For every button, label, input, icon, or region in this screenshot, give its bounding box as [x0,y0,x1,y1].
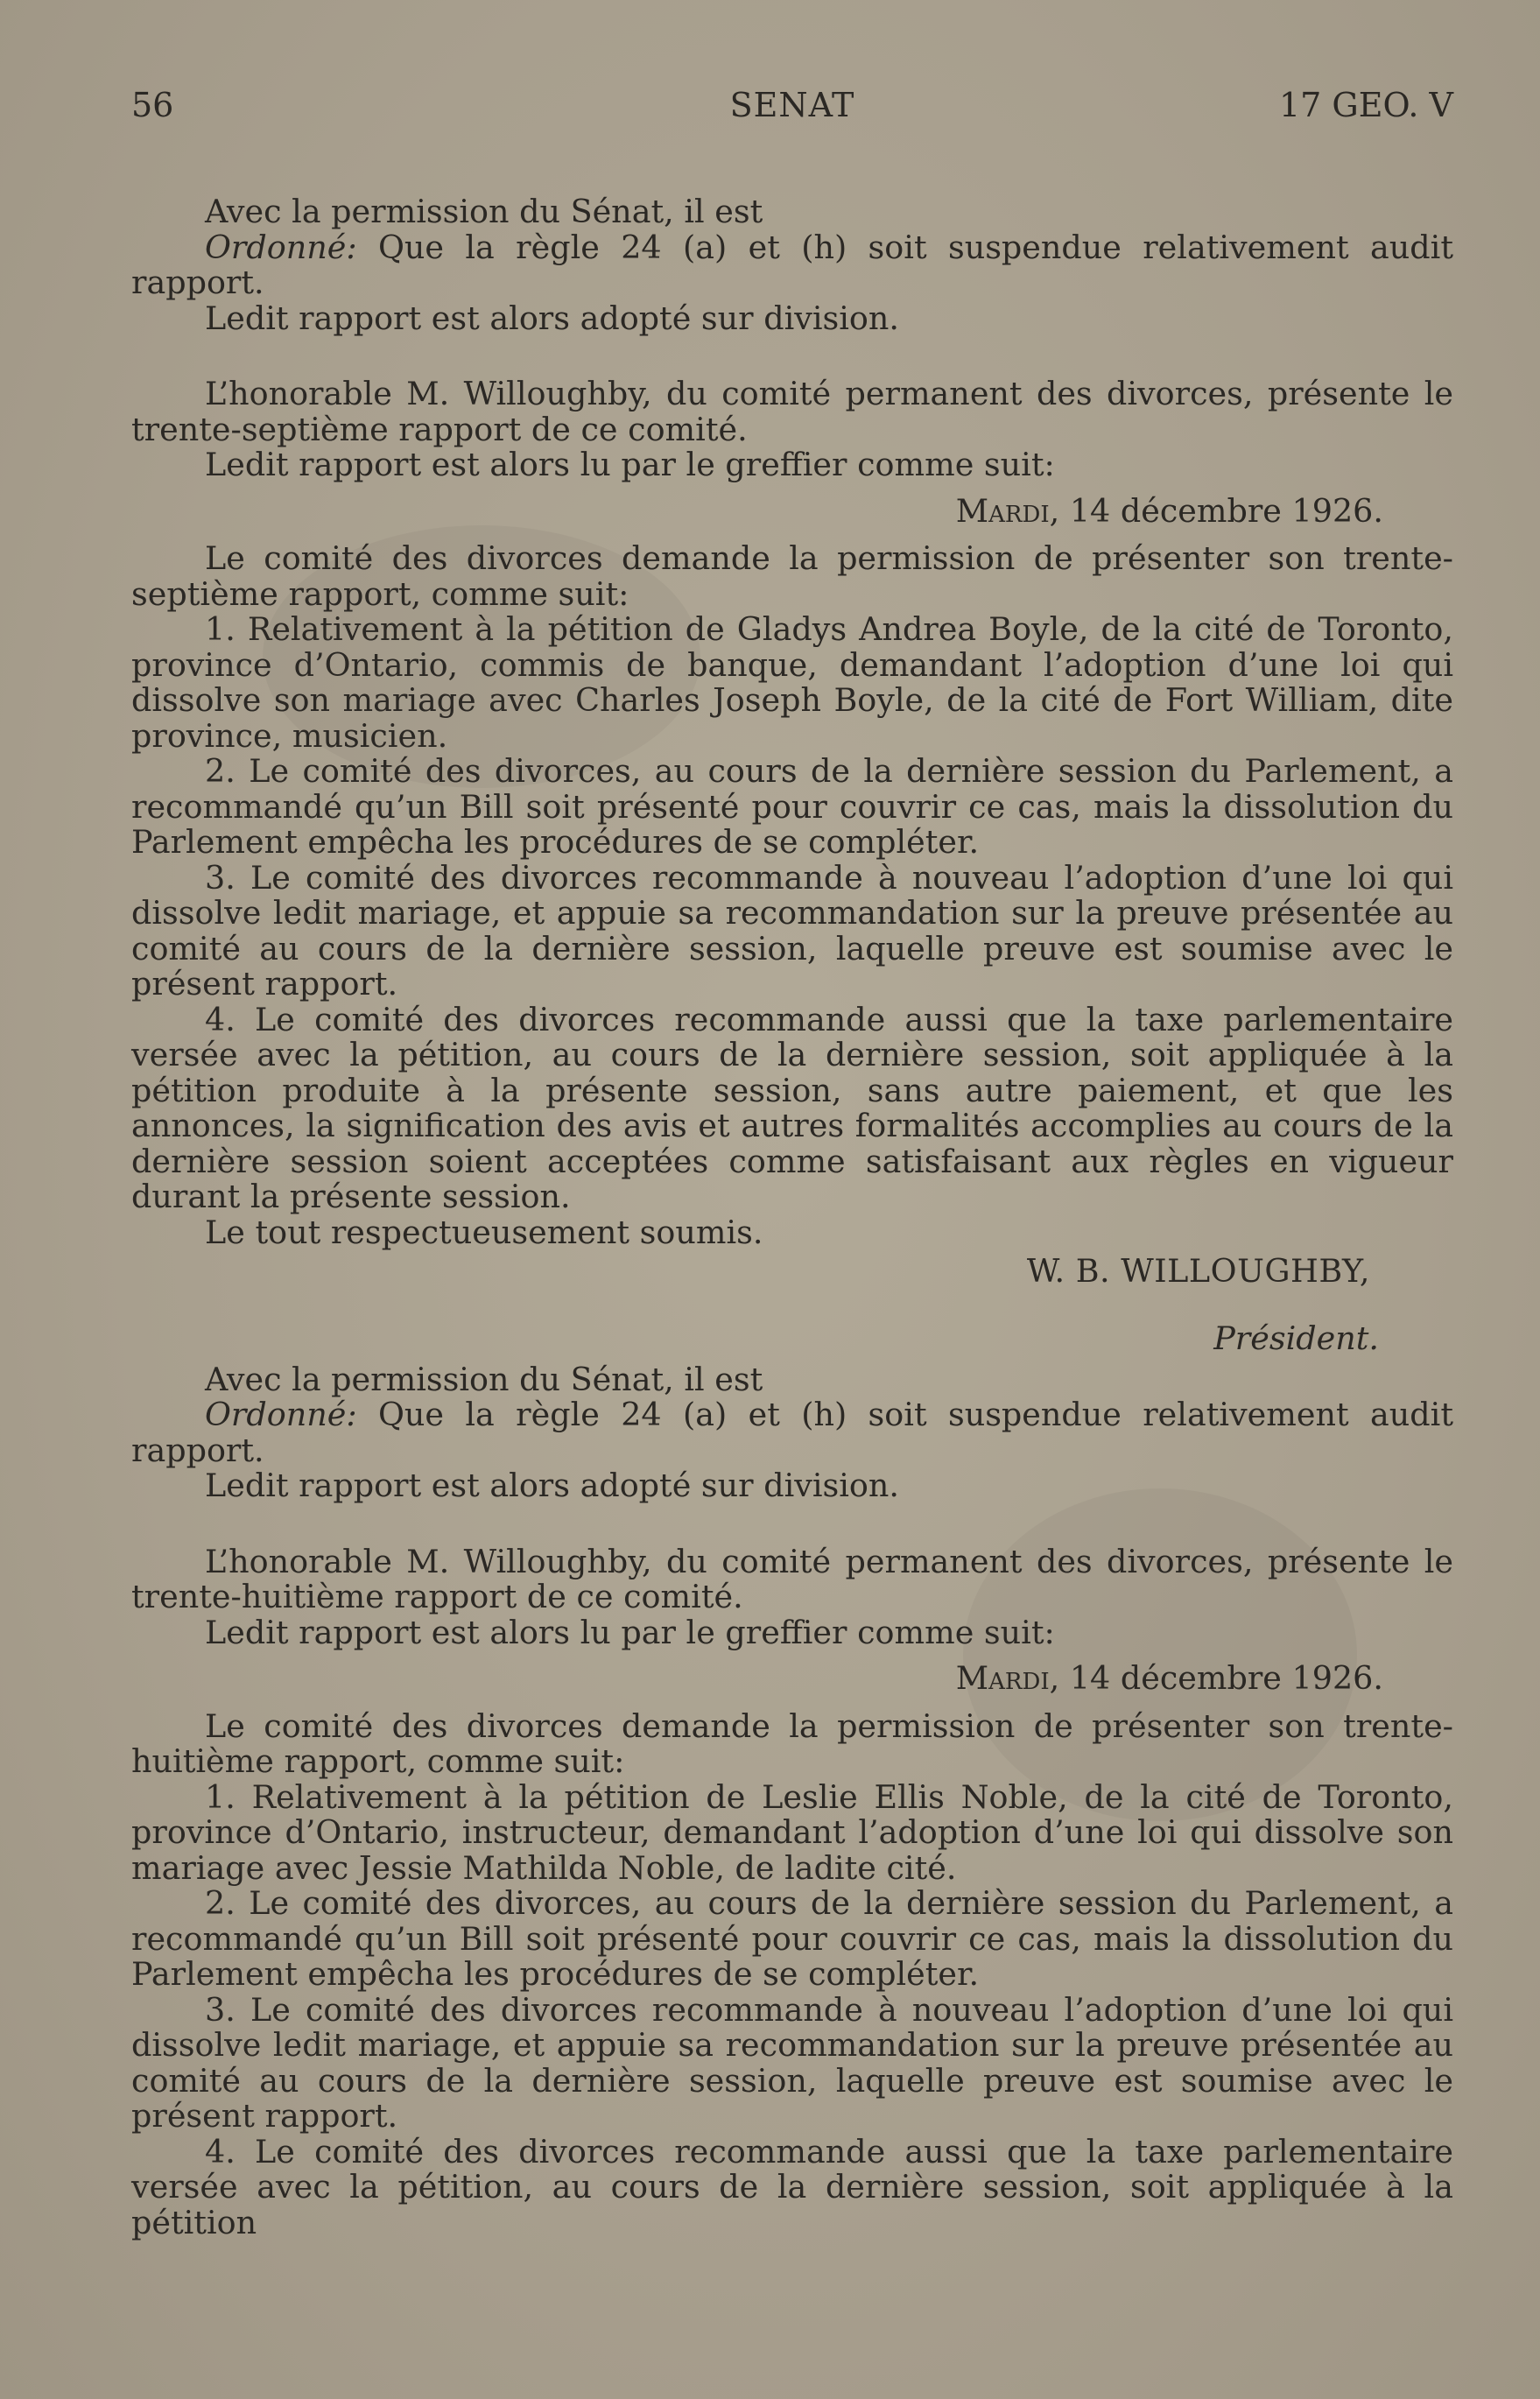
paragraph [131,1397,1453,1468]
report-date-day: Mardi, [955,1659,1060,1697]
paragraph: Ledit rapport est alors adopté sur division. [205,299,900,337]
paragraph [131,230,1453,301]
page-header [131,86,1453,130]
paragraph: Le tout respectueusement soumis. [205,1213,763,1251]
report-date-day: Mardi, [955,491,1060,530]
session-label: 17 GEO. V [1278,86,1453,124]
report-date-text: 14 décembre 1926. [1059,1659,1383,1697]
paragraph: Le comité des divorces demande la permission de présenter son trente-huitième rapport, comme suit: [131,1706,1453,1780]
paragraph: 3. Le comité des divorces recommande à nouveau l’adoption d’une loi qui dissolve ledit mariage, et appuie sa recommandation sur la preuve présentée au comité au cours de la dernière session, laquelle preuve est soumise avec le présent rapport. [131,858,1453,1003]
paragraph: 3. Le comité des divorces recommande à nouveau l’adoption d’une loi qui dissolve ledit mariage, et appuie sa recommandation sur la preuve présentée au comité au cours de la dernière session, laquelle preuve est soumise avec le présent rapport. [131,1990,1453,2135]
signature-title: Président. [1213,1319,1379,1357]
page-number: 56 [131,86,174,124]
paragraph: 1. Relativement à la pétition de Leslie Ellis Noble, de la cité de Toronto, province d’Ontario, instructeur, demandant l’adoption d’une loi qui dissolve son mariage avec Jessie Mathilda Noble, de ladite cité. [131,1777,1453,1887]
ordered-label: Ordonné: [205,228,357,266]
ordered-label: Ordonné: [205,1396,357,1433]
paragraph: L’honorable M. Willoughby, du comité permanent des divorces, présente le trente-septième rapport de ce comité. [131,375,1453,448]
paragraph: Ledit rapport est alors lu par le greffier comme suit: [205,1613,1055,1651]
spacer [131,1504,1453,1544]
paragraph: Avec la permission du Sénat, il est [205,193,763,230]
report-date [131,1661,1453,1697]
paragraph: 2. Le comité des divorces, au cours de la dernière session du Parlement, a recommandé qu’un Bill soit présenté pour couvrir ce cas, mais la dissolution du Parlement empêcha les procédures de se compléter. [131,1884,1453,1993]
report-date [131,491,1453,530]
paragraph: 4. Le comité des divorces recommande aussi que la taxe parlementaire versée avec la pétition, au cours de la dernière session, soit appliquée à la pétition produite à la présente session, sans autre paiement, et que les annonces, la signification des avis et autres formalités accomplies au cours de la dernière session soient acceptées comme satisfaisant aux règles en vigueur durant la présente session. [131,1000,1453,1215]
paragraph: Avec la permission du Sénat, il est [205,1360,763,1398]
paragraph: Le comité des divorces demande la permission de présenter son trente-septième rapport, comme suit: [131,539,1453,613]
paragraph: 1. Relativement à la pétition de Gladys Andrea Boyle, de la cité de Toronto, province d’Ontario, commis de banque, demandant l’adoption d’une loi qui dissolve son mariage avec Charles Joseph Boyle, de la cité de Fort William, dite province, musicien. [131,610,1453,755]
paragraph: Ledit rapport est alors lu par le greffier comme suit: [205,446,1055,483]
paragraph: L’honorable M. Willoughby, du comité permanent des divorces, présente le trente-huitième rapport de ce comité. [131,1542,1453,1615]
paragraph: 4. Le comité des divorces recommande aussi que la taxe parlementaire versée avec la pétition, au cours de la dernière session, soit appliquée à la pétition [131,2132,1453,2241]
report-date-text: 14 décembre 1926. [1059,491,1383,530]
signature: W. B. WILLOUGHBY, [1026,1252,1370,1290]
spacer [131,336,1453,376]
document-body [131,194,1453,2241]
page-title: SENAT [729,86,855,124]
ordered-text: Que la règle 24 (a) et (h) soit suspendue relativement audit rapport. [131,228,1453,301]
paragraph: 2. Le comité des divorces, au cours de la dernière session du Parlement, a recommandé qu’un Bill soit présenté pour couvrir ce cas, mais la dissolution du Parlement empêcha les procédures de se compléter. [131,752,1453,861]
ordered-text: Que la règle 24 (a) et (h) soit suspendue relativement audit rapport. [131,1396,1453,1469]
paragraph: Ledit rapport est alors adopté sur division. [205,1467,900,1504]
